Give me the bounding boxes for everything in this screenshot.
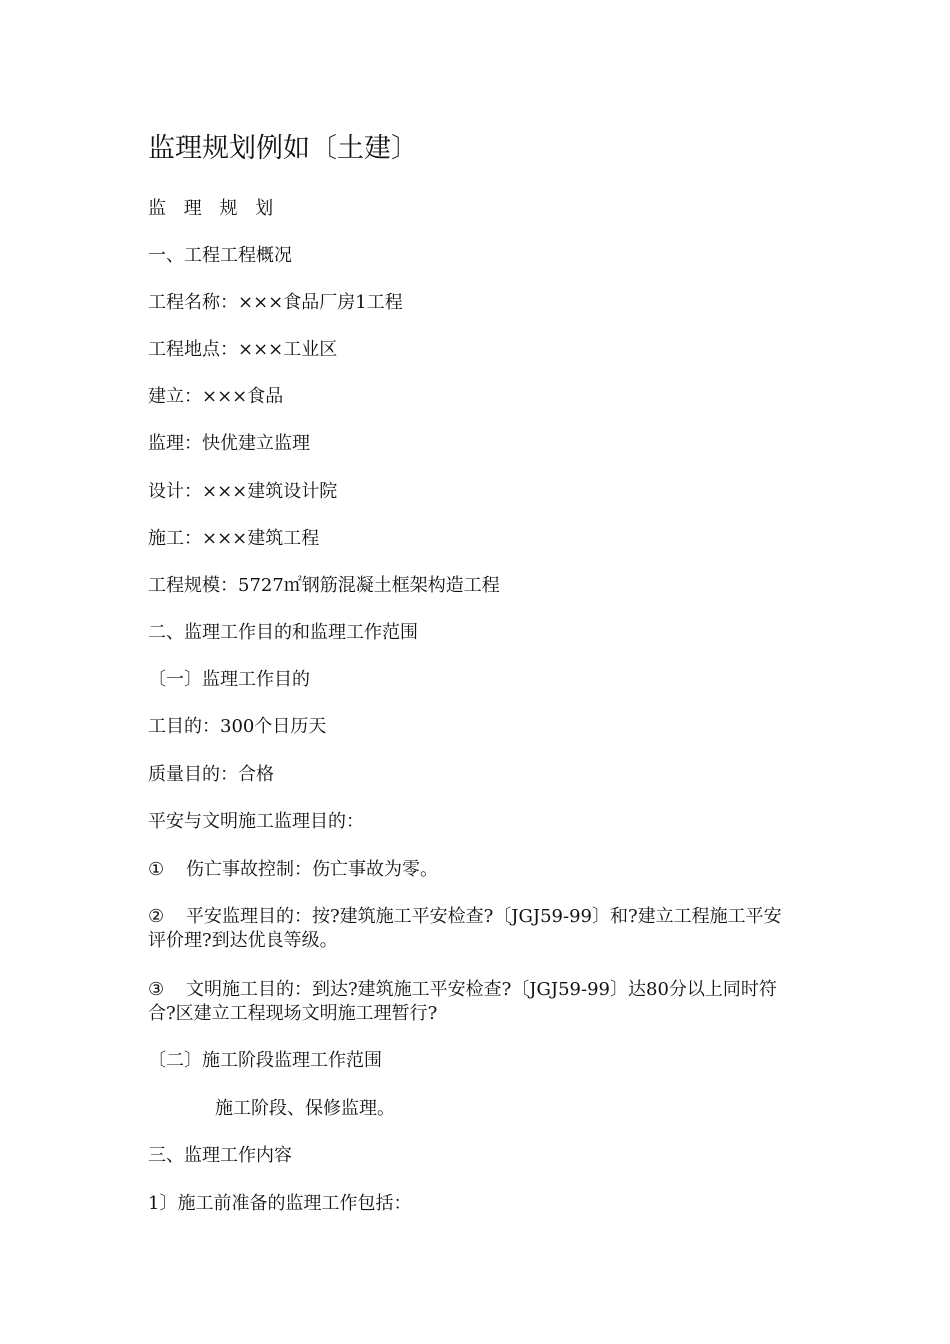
section-heading-3: 三、监理工作内容: [148, 1145, 292, 1166]
item-text: 文明施工目的：到达?建筑施工平安检查?〔JGJ59-99〕达80分以上同时符合?区建立工程现场文明施工理暂行?: [148, 979, 777, 1024]
document-subtitle: 监 理 规 划: [148, 198, 280, 219]
subsection-heading-1: 〔一〕监理工作目的: [148, 669, 310, 690]
subsection-heading-2: 〔二〕施工阶段监理工作范围: [148, 1050, 382, 1071]
document-title: 监理规划例如〔土建〕: [148, 133, 418, 164]
scope-text: 施工阶段、保修监理。: [215, 1098, 395, 1119]
section-heading-2: 二、监理工作目的和监理工作范围: [148, 622, 418, 643]
item-text: 平安监理目的：按?建筑施工平安检查?〔JGJ59-99〕和?建立工程施工平安评价理?到达优良等级。: [148, 906, 782, 951]
list-item: [148, 978, 798, 1026]
prep-item: 1〕施工前准备的监理工作包括：: [148, 1193, 412, 1214]
safety-heading: 平安与文明施工监理目的：: [148, 811, 364, 832]
supervisor: 监理：快优建立监理: [148, 433, 310, 454]
project-name: 工程名称：×××食品厂房1工程: [148, 292, 403, 313]
section-heading-1: 一、工程工程概况: [148, 245, 292, 266]
builder: 建立：×××食品: [148, 386, 284, 407]
list-item: [148, 905, 798, 953]
item-marker: ③: [148, 979, 165, 1000]
duration-target: 工目的：300个日历天: [148, 716, 327, 737]
item-text: 伤亡事故控制：伤亡事故为零。: [186, 859, 438, 880]
quality-target: 质量目的：合格: [148, 764, 274, 785]
item-marker: ②: [148, 906, 165, 927]
project-location: 工程地点：×××工业区: [148, 339, 338, 360]
item-marker: ①: [148, 859, 165, 880]
list-item: [148, 858, 798, 882]
designer: 设计：×××建筑设计院: [148, 481, 338, 502]
project-scale: 工程规模：5727㎡钢筋混凝土框架构造工程: [148, 575, 500, 596]
constructor: 施工：×××建筑工程: [148, 528, 320, 549]
